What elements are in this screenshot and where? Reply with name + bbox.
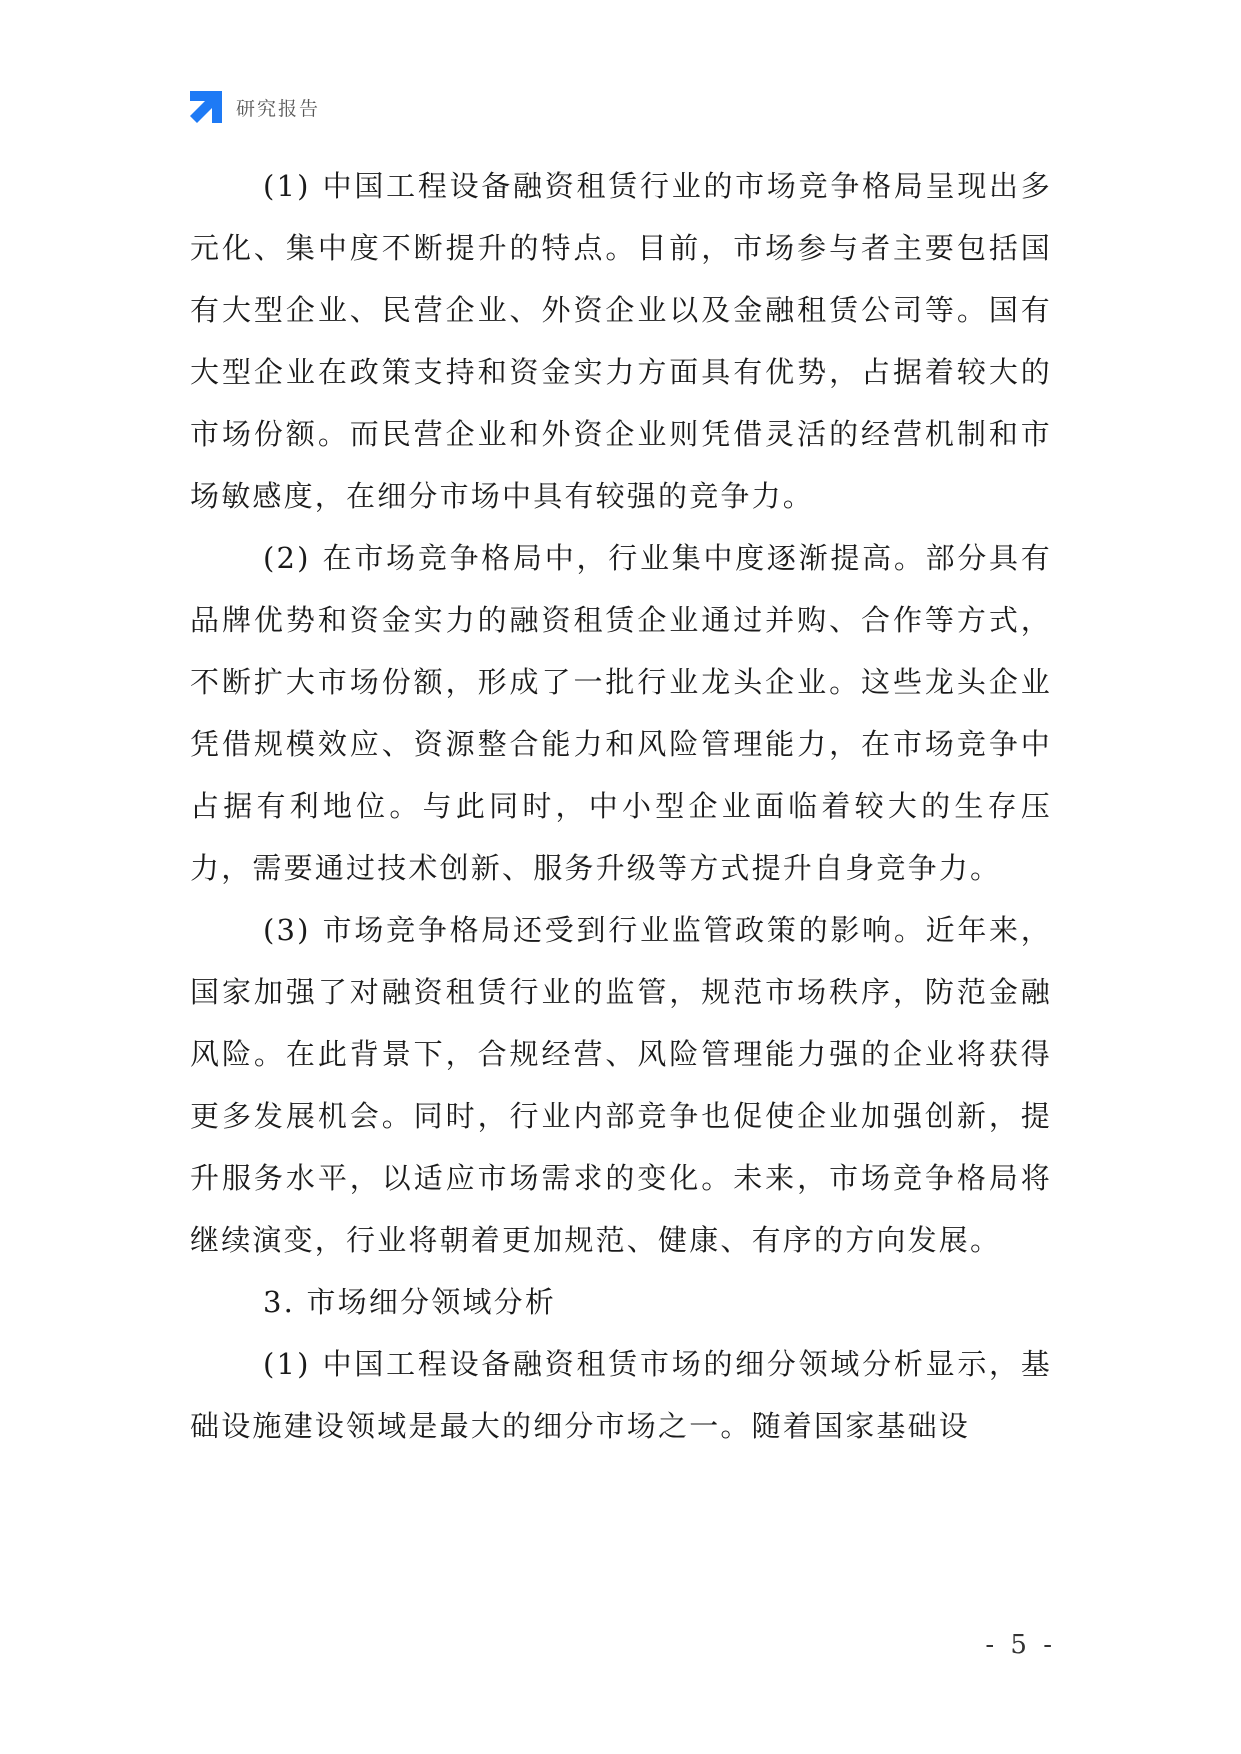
paragraph-4: (1) 中国工程设备融资租赁市场的细分领域分析显示，基础设施建设领域是最大的细分市场之一。随着国家基础设: [190, 1347, 1052, 1443]
page-number: - 5 -: [985, 1630, 1056, 1660]
page-header: [190, 90, 320, 124]
header-title: 研究报告: [236, 97, 321, 120]
paragraph-2: (2) 在市场竞争格局中，行业集中度逐渐提高。部分具有品牌优势和资金实力的融资租赁企业通过并购、合作等方式，不断扩大市场份额，形成了一批行业龙头企业。这些龙头企业凭借规模效应、资源整合能力和风险管理能力，在市场竞争中占据有利地位。与此同时，中小型企业面临着较大的生存压力，需要通过技术创新、服务升级等方式提升自身竞争力。: [190, 541, 1052, 885]
document-body: [190, 155, 1052, 1457]
paragraph-3: (3) 市场竞争格局还受到行业监管政策的影响。近年来，国家加强了对融资租赁行业的监管，规范市场秩序，防范金融风险。在此背景下，合规经营、风险管理能力强的企业将获得更多发展机会。同时，行业内部竞争也促使企业加强创新，提升服务水平，以适应市场需求的变化。未来，市场竞争格局将继续演变，行业将朝着更加规范、健康、有序的方向发展。: [190, 913, 1052, 1257]
section-heading: 3. 市场细分领域分析: [263, 1285, 557, 1319]
paragraph-1: (1) 中国工程设备融资租赁行业的市场竞争格局呈现出多元化、集中度不断提升的特点。目前，市场参与者主要包括国有大型企业、民营企业、外资企业以及金融租赁公司等。国有大型企业在政策支持和资金实力方面具有优势，占据着较大的市场份额。而民营企业和外资企业则凭借灵活的经营机制和市场敏感度，在细分市场中具有较强的竞争力。: [190, 169, 1052, 513]
arrow-up-right-icon: [190, 91, 222, 123]
